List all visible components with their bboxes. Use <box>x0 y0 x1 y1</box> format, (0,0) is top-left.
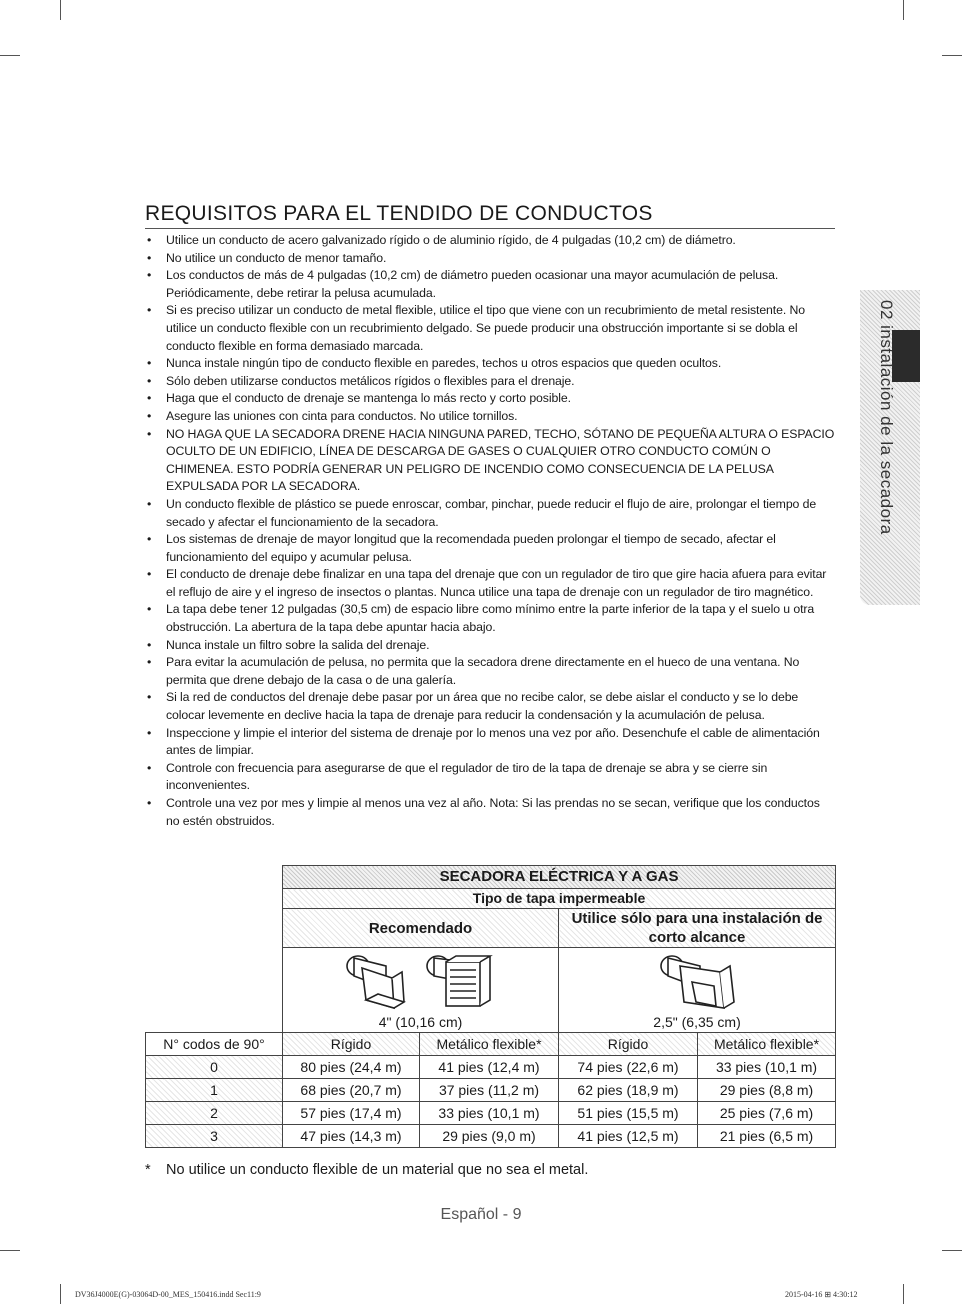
requirements-list <box>145 232 835 830</box>
table-cell: 3 <box>146 1125 283 1148</box>
duct-length-table <box>145 865 836 1148</box>
list-item: • Si la red de conductos del drenaje debe pasar por un área que no recibe calor, se debe aislar el conducto y se lo debe colocar levemente en declive hacia la tapa de drenaje para reducir la condensación y la acumulación de pelusa. <box>145 689 835 724</box>
vent-hood-illustrations <box>652 952 742 1014</box>
list-item: • La tapa debe tener 12 pulgadas (30,5 cm) de espacio libre como mínimo entre la parte inferior de la tapa y el suelo u otra obstrucción. La abertura de la tapa debe apuntar hacia abajo. <box>145 601 835 636</box>
table-subheader: Tipo de tapa impermeable <box>283 889 836 909</box>
table-cell: 62 pies (18,9 m) <box>559 1079 698 1102</box>
list-item: • Un conducto flexible de plástico se puede enroscar, combar, pinchar, puede reducir el flujo de aire, prolongar el tiempo de secado y afectar el funcionamiento de la secadora. <box>145 496 835 531</box>
table-cell: 47 pies (14,3 m) <box>283 1125 420 1148</box>
table-cell: 80 pies (24,4 m) <box>283 1056 420 1079</box>
table-cell: 68 pies (20,7 m) <box>283 1079 420 1102</box>
list-item: • NO HAGA QUE LA SECADORA DRENE HACIA NINGUNA PARED, TECHO, SÓTANO DE PEQUEÑA ALTURA O ESPACIO OCULTO DE UN EDIFICIO, LÍNEA DE DESCARGA DE GASES O CUALQUIER OTRO CONDUCTO COMÚN O CHIMENEA. ESTO PODRÍA GENERAR UN PELIGRO DE INCENDIO COMO CONSECUENCIA DE LA PELUSA EXPULSADA POR LA SECADORA. <box>145 426 835 496</box>
table-header: SECADORA ELÉCTRICA Y A GAS <box>283 866 836 889</box>
crop-mark <box>942 55 962 56</box>
list-item: • Los sistemas de drenaje de mayor longitud que la recomendada pueden prolongar el tiempo de secado, afectar el funcionamiento del equipo y acumular pelusa. <box>145 531 835 566</box>
crop-mark <box>903 1284 904 1304</box>
table-cell: 33 pies (10,1 m) <box>698 1056 836 1079</box>
recommended-hoods-cell <box>283 948 559 1033</box>
table-cell: 2 <box>146 1102 283 1125</box>
crop-mark <box>903 0 904 20</box>
crop-mark <box>0 55 20 56</box>
column-header: Metálico flexible* <box>698 1033 836 1056</box>
recommended-diameter: 4" (10,16 cm) <box>378 1014 463 1030</box>
louvered-hood-icon <box>347 956 404 1008</box>
list-item: • Utilice un conducto de acero galvanizado rígido o de aluminio rígido, de 4 pulgadas (10,2 cm) de diámetro. <box>145 232 835 250</box>
short-run-diameter: 2,5" (6,35 cm) <box>653 1014 741 1030</box>
table-cell: 41 pies (12,4 m) <box>420 1056 559 1079</box>
vent-hood-illustrations <box>336 952 506 1014</box>
list-item: • Inspeccione y limpie el interior del sistema de drenaje por lo menos una vez por año. Desenchufe el cable de alimentación antes de limpiar. <box>145 725 835 760</box>
page-title: REQUISITOS PARA EL TENDIDO DE CONDUCTOS <box>145 202 835 229</box>
list-item: • Si es preciso utilizar un conducto de metal flexible, utilice el tipo que viene con un recubrimiento de metal resistente. No utilice un conducto flexible con un recubrimiento delgado. Se puede producir una obstrucción importante si se dobla el conducto flexible en forma demasiado marcada. <box>145 302 835 355</box>
print-imprint-date: 2015-04-16 ⊞ 4:30:12 <box>785 1290 858 1299</box>
list-item: • Nunca instale ningún tipo de conducto flexible en paredes, techos u otros espacios que queden ocultos. <box>145 355 835 373</box>
column-header: Rígido <box>283 1033 420 1056</box>
table-row <box>146 1079 836 1102</box>
grille-hood-icon <box>427 956 490 1006</box>
flap-hood-icon <box>661 956 734 1008</box>
chapter-tab-marker <box>892 330 920 382</box>
table-row <box>146 1125 836 1148</box>
list-item: • No utilice un conducto de menor tamaño. <box>145 250 835 268</box>
crop-mark <box>0 1250 20 1251</box>
table-cell: 37 pies (11,2 m) <box>420 1079 559 1102</box>
list-item: • Para evitar la acumulación de pelusa, no permita que la secadora drene directamente en el hueco de una ventana. No permita que drene debajo de la casa o de una galería. <box>145 654 835 689</box>
list-item: • Haga que el conducto de drenaje se mantenga lo más recto y corto posible. <box>145 390 835 408</box>
footnote <box>145 1162 588 1178</box>
recommended-header: Recomendado <box>283 909 559 948</box>
column-header: N° codos de 90° <box>146 1033 283 1056</box>
table-cell: 29 pies (8,8 m) <box>698 1079 836 1102</box>
list-item: • Nunca instale un filtro sobre la salida del drenaje. <box>145 637 835 655</box>
table-cell: 25 pies (7,6 m) <box>698 1102 836 1125</box>
list-item: • Sólo deben utilizarse conductos metálicos rígidos o flexibles para el drenaje. <box>145 373 835 391</box>
list-item: • Controle una vez por mes y limpie al menos una vez al año. Nota: Si las prendas no se secan, verifique que los conductos no estén obstruidos. <box>145 795 835 830</box>
crop-mark <box>942 1250 962 1251</box>
table-row <box>146 1056 836 1079</box>
print-imprint-file: DV36J4000E(G)-03064D-00_MES_150416.indd Sec11:9 <box>75 1290 261 1299</box>
column-header: Rígido <box>559 1033 698 1056</box>
table-cell: 51 pies (15,5 m) <box>559 1102 698 1125</box>
page-number: Español - 9 <box>440 1206 522 1223</box>
crop-mark <box>60 0 61 20</box>
table-cell: 0 <box>146 1056 283 1079</box>
table-cell: 21 pies (6,5 m) <box>698 1125 836 1148</box>
footnote-marker: * <box>145 1162 151 1178</box>
footnote-text: No utilice un conducto flexible de un material que no sea el metal. <box>166 1162 589 1178</box>
list-item: • Los conductos de más de 4 pulgadas (10,2 cm) de diámetro pueden ocasionar una mayor acumulación de pelusa. Periódicamente, debe retirar la pelusa acumulada. <box>145 267 835 302</box>
crop-mark <box>60 1284 61 1304</box>
column-header: Metálico flexible* <box>420 1033 559 1056</box>
chapter-tab-label: 02 instalación de la secadora <box>877 300 896 535</box>
table-cell: 41 pies (12,5 m) <box>559 1125 698 1148</box>
table-cell: 29 pies (9,0 m) <box>420 1125 559 1148</box>
table-cell: 1 <box>146 1079 283 1102</box>
short-run-hood-cell <box>559 948 836 1033</box>
list-item: • Controle con frecuencia para asegurarse de que el regulador de tiro de la tapa de drenaje se abra y se cierre sin inconvenientes. <box>145 760 835 795</box>
table-cell: 33 pies (10,1 m) <box>420 1102 559 1125</box>
table-cell: 74 pies (22,6 m) <box>559 1056 698 1079</box>
short-run-header: Utilice sólo para una instalación de corto alcance <box>559 909 836 948</box>
table-cell: 57 pies (17,4 m) <box>283 1102 420 1125</box>
table-row <box>146 1102 836 1125</box>
list-item: • Asegure las uniones con cinta para conductos. No utilice tornillos. <box>145 408 835 426</box>
list-item: • El conducto de drenaje debe finalizar en una tapa del drenaje que con un regulador de tiro que gire hacia afuera para evitar el reflujo de aire y el ingreso de insectos o plantas. Nunca utilice una tapa de drenaje con un regulador de tiro magnético. <box>145 566 835 601</box>
